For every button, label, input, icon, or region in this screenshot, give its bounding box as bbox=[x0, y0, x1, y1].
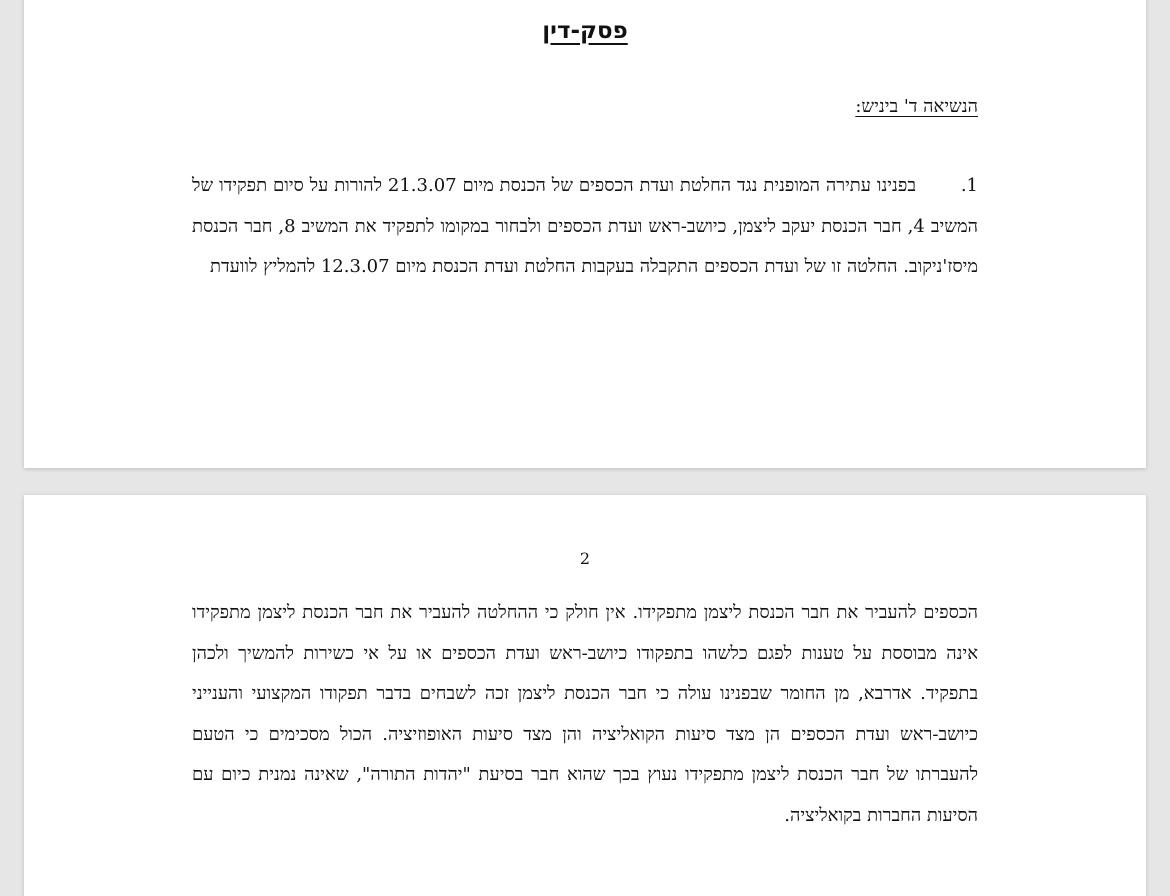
paragraph-number: 1. bbox=[960, 175, 978, 196]
paragraph-continued: הכספים להעביר את חבר הכנסת ליצמן מתפקידו. אין חולק כי ההחלטה להעביר את חבר הכנסת ליצמן מתפקידו אינה מבוססת על טענות לפגם כלשהו בתפקודו כיושב-ראש ועדת הכספים או על אי כשירות להמשיך ולכהן בתפקיד. אדרבא, מן החומר שבפנינו עולה כי חבר הכנסת ליצמן זכה לשבחים בדבר תפקודו המקצועי והענייני כיושב-ראש ועדת הכספים הן מצד סיעות הקואליציה והן מצד סיעות האופוזיציה. הכול מסכימים כי הטעם להעברתו של חבר הכנסת ליצמן מתפקידו נעוץ בכך שהוא חבר בסיעת "יהדות התורה", שאינה נמנית כיום עם הסיעות החברות בקואליציה. bbox=[192, 602, 978, 826]
judge-heading: הנשיאה ד' ביניש: bbox=[855, 96, 978, 117]
paragraph-1-text: בפנינו עתירה המופנית נגד החלטת ועדת הכספים של הכנסת מיום 21.3.07 להורות על סיום תפקידו של המשיב 4, חבר הכנסת יעקב ליצמן, כיושב-ראש ועדת הכספים ולבחור במקומו לתפקיד את המשיב 8, חבר הכנסת מיסז'ניקוב. החלטה זו של ועדת הכספים התקבלה בעקבות החלטת ועדת הכנסת מיום 12.3.07 להמליץ לוועדת bbox=[192, 175, 978, 278]
page-number: 2 bbox=[579, 549, 591, 568]
document-page-1 bbox=[24, 0, 1146, 468]
document-title: פסק-דין bbox=[542, 18, 628, 44]
document-page-2 bbox=[24, 495, 1146, 896]
paragraph-1 bbox=[192, 166, 978, 288]
